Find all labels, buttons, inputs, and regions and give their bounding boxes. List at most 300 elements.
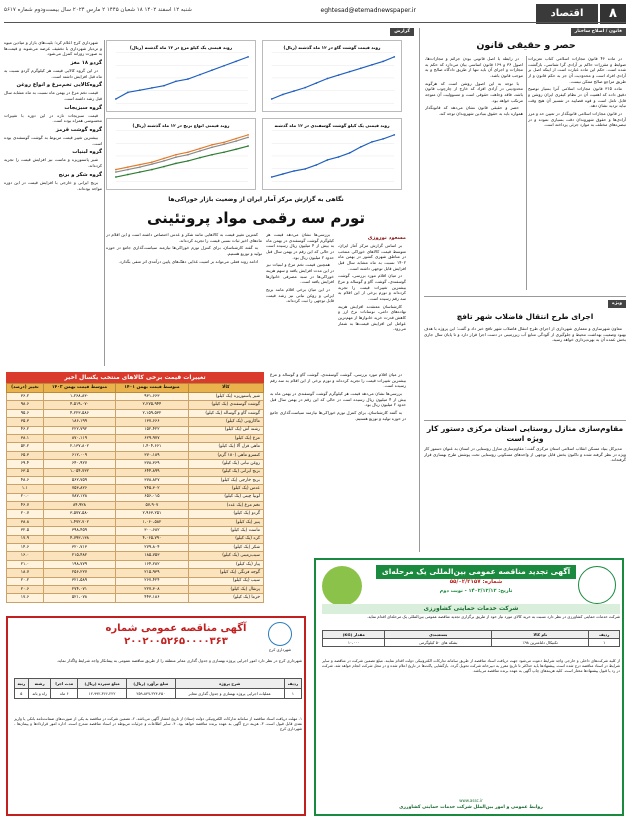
divider <box>424 296 626 297</box>
table-cell: پرتقال (یک کیلو) <box>188 585 263 593</box>
table-cell: ۶۵۶،۰۱۵ <box>116 493 188 501</box>
table-cell: ۷۸۷،۱۲۸ <box>43 493 115 501</box>
table-cell: ۳۷۸،۸۲۷ <box>116 476 188 484</box>
table-cell: عدس (یک کیلو) <box>188 485 263 493</box>
table-row <box>7 594 264 602</box>
data-point <box>151 163 153 165</box>
table-cell: ۵۷،۹۰۷ <box>116 502 188 510</box>
article-headline: حصر و حقیقی قانون <box>476 40 576 51</box>
sidebar-text: بیشترین تغییر قیمت مربوط به گوشت گوسفندی بوده است. <box>4 135 102 146</box>
paragraph: ماده ۳۱۵ قانون مجازات اسلامی آنرا بسیار توضیح دقیق داده که اهمیت آن در نظام کیفری ایران روشن و قابل تامل است و قوه قضاییه در تفسیر آن هیچ وقت نباید تردید نشان دهد. <box>528 86 626 109</box>
table-row <box>7 460 264 468</box>
table-row <box>7 585 264 593</box>
data-point <box>382 138 384 140</box>
data-point <box>282 94 284 96</box>
report-headline: تورم سه رقمی مواد پروتئینی <box>146 209 366 227</box>
sidebar-heading: گروه‌کالایی تخم‌مرغ و انواع روغن <box>16 82 102 89</box>
table-row <box>7 518 264 526</box>
data-point <box>139 89 141 91</box>
section-tag: قانون / اصلاح ساختار <box>571 28 626 36</box>
divider <box>424 420 626 421</box>
table-cell: برنج ایرانی (یک کیلو) <box>188 468 263 476</box>
series-line <box>116 146 248 177</box>
paragraph: کارشناسان معتقدند افزایش هزینه نهاده‌های دامی، نوسانات نرخ ارز و کاهش قدرت خرید خانوارها از مهم‌ترین عوامل این افزایش قیمت‌ها به شمار می‌رود. <box>338 303 406 332</box>
table-row <box>7 560 264 568</box>
table-cell: ۳۲۰،۷۱۳ <box>43 544 115 552</box>
data-point <box>223 141 225 143</box>
paragraph: ادامه روند فعلی می‌تواند بر امنیت غذایی دهک‌های پایین درآمدی اثر منفی بگذارد. <box>118 258 258 264</box>
table-row <box>15 689 302 699</box>
section-email[interactable]: eghtesad@etemadnewspaper.ir <box>320 7 416 14</box>
table-cell: ۴۶.۷ <box>7 502 44 510</box>
issue-date: شنبه ۱۲ اسفند ۱۴۰۲ ۱۸ شعبان ۱۴۴۵ ۲ مارس ۲۰۲۴ سال بیست‌ودوم شماره ۵۶۱۷ <box>4 7 192 13</box>
table-cell: رشته آش (یک کیلو) <box>188 426 263 434</box>
paragraph: در رابطه با اصل قانونی بودن جرائم و مجازات‌ها، اصول ۳۶ و ۱۶۹ قانون اساسی بیان می‌دارد که حکم به مجازات و اجرای آن باید تنها از طریق دادگاه صالح و به موجب قانون باشد. <box>425 56 523 79</box>
data-point <box>304 168 306 170</box>
byline: مسعود نوروزی <box>367 235 406 241</box>
table-row <box>7 535 264 543</box>
data-point <box>187 154 189 156</box>
table-cell: ۴،۲۲۳،۵۸۶ <box>43 409 115 417</box>
data-point <box>360 67 362 69</box>
table-cell: کره (یک کیلو) <box>188 535 263 543</box>
data-point <box>139 166 141 168</box>
table-cell: ۲۲۲،۷۹۲ <box>43 426 115 434</box>
data-point <box>199 157 201 159</box>
table-row <box>7 426 264 434</box>
table-cell: ۵۲.۲ <box>7 443 44 451</box>
table-cell: ۲۷۹،۸۰۴ <box>116 544 188 552</box>
chart-chicken <box>106 40 256 112</box>
data-point <box>211 69 213 71</box>
table-cell: ۳۷۰،۱۸۹ <box>116 451 188 459</box>
data-point <box>315 82 317 84</box>
table-cell: ۳۲۱،۵۸۹ <box>43 577 115 585</box>
table-row <box>7 569 264 577</box>
article-column-1 <box>528 56 626 290</box>
data-point <box>187 160 189 162</box>
ad-table <box>322 630 620 647</box>
paragraph: حصر و حقیقی قانون نشان می‌دهد که قانونگذار همواره باید به حقوق بنیادین شهروندان توجه کند. <box>425 105 523 117</box>
data-point <box>247 56 249 58</box>
table-cell: ۲۱۵،۴۸۲ <box>43 552 115 560</box>
table-header: متوسط قیمت بهمن ۱۴۰۲ <box>43 384 115 393</box>
table-cell: ۶۴۴،۸۹۹ <box>116 468 188 476</box>
table-cell: شکر (یک کیلو) <box>188 544 263 552</box>
table-cell: لوبیا چیتی (یک کیلو) <box>188 493 263 501</box>
chart-title: روند قیمتی یک کیلو مرغ در ۱۲ ماه گذشته (ریال) <box>129 45 233 51</box>
ad-headline: آگهی تجدید مناقصه عمومی بین‌المللی یک مرحله‌ای <box>376 565 576 579</box>
table-cell: ۹۸.۶ <box>7 401 44 409</box>
data-point <box>223 143 225 145</box>
table-cell: ۲۱.۰ <box>7 560 44 568</box>
ad-headline: آگهی مناقصه عمومی شماره <box>105 623 247 634</box>
series-line <box>116 135 248 170</box>
chart-title: روند قیمت گوشت گاو در ۱۲ ماه گذشته (ریال) <box>283 45 381 51</box>
ad-intro: شهرداری کرج در نظر دارد امور اجرایی پروژه بهسازی و جدول گذاری معابر منطقه را از طریق مناقصه عمومی به پیمانکار واجد شرایط واگذار نماید. <box>56 658 302 663</box>
table-cell: ۲۲۷،۳۰۸ <box>116 585 188 593</box>
table-row <box>323 639 620 647</box>
table-header: مدت اجرا <box>51 679 78 689</box>
table-cell: ۵۲۱،۰۷۸ <box>43 594 115 602</box>
table-row <box>7 409 264 417</box>
data-point <box>127 169 129 171</box>
data-point <box>315 164 317 166</box>
table-cell: کنسرو ماهی (۱۸۰ گرم) <box>188 451 263 459</box>
chart-title: روند قیمتی یک کیلو گوشت گوسفندی در ۱۲ ماه گذشته <box>274 123 390 129</box>
chart-rice <box>106 118 256 190</box>
data-point <box>115 171 117 173</box>
table-cell: ۱۳۷،۶۶۶ <box>116 418 188 426</box>
table-cell: ۲۰.۲ <box>7 577 44 585</box>
table-cell: ۲۱۵،۹۳۹ <box>116 569 188 577</box>
table-header: بسته‌بندی <box>385 631 492 639</box>
paragraph: مدیرکل بنیاد مسکن انقلاب اسلامی استان مرکزی گفت: مقاوم‌سازی منازل روستایی در استان به عنوان دستور کار ویژه در نظر گرفته شده و تاکنون بخش قابل توجهی از واحدهای مسکونی روستایی تحت پوشش طرح بهسازی قرار گرفته‌اند. <box>424 446 626 463</box>
table-cell: ۲۵۶،۲۲۷ <box>43 569 115 577</box>
ministry-logo-icon <box>322 566 362 606</box>
table-cell: ۴۴۳،۱۸۶ <box>116 594 188 602</box>
report-column-2 <box>266 232 334 368</box>
data-point <box>327 159 329 161</box>
report-tag: گزارش <box>390 28 414 36</box>
table-cell: ۱،۰۶۰،۵۸۲ <box>116 518 188 526</box>
data-point <box>139 171 141 173</box>
data-point <box>187 78 189 80</box>
data-point <box>247 145 249 147</box>
table-header: رتبه <box>15 679 29 689</box>
table-header: تغییر (درصد) <box>7 384 44 393</box>
sidebar-heading: گروه سبزیجات <box>64 104 102 111</box>
price-table-title: تغییرات قیمت برخی کالاهای منتخب یکسال اخیر <box>6 372 264 383</box>
data-point <box>139 164 141 166</box>
report-column-3 <box>106 232 262 368</box>
data-point <box>360 146 362 148</box>
chart-chicken-svg <box>107 41 255 111</box>
table-cell: گوشت گوسفندی (یک کیلو) <box>188 401 263 409</box>
table-cell: ۲۷۴،۰۷۱ <box>43 585 115 593</box>
news1-title: اجرای طرح انتقال فاضلاب شهر تافچ <box>456 312 594 321</box>
table-header: مقدار (KG) <box>323 631 385 639</box>
sidebar-text: برنج ایرانی و خارجی با افزایش قیمت در این دوره مواجه بوده‌اند. <box>4 179 102 191</box>
data-point <box>293 170 295 172</box>
data-point <box>247 136 249 138</box>
table-cell: ۳۸.۸ <box>7 518 44 526</box>
sidebar-heading: گروه شکر و برنج <box>58 171 102 178</box>
table-cell: ۴۶.۲ <box>7 426 44 434</box>
table-cell: برنج خارجی (یک کیلو) <box>188 476 263 484</box>
table-cell: ۲،۱۳۷،۸۰۲ <box>43 443 115 451</box>
data-point <box>199 74 201 76</box>
data-point <box>223 65 225 67</box>
data-point <box>235 140 237 142</box>
ad-table <box>14 678 302 699</box>
tender-date: تاریخ: ۱۴۰۲/۱۲/۱۲ - نوبت دوم <box>439 588 513 594</box>
series-line <box>116 137 248 172</box>
news1-body <box>424 326 626 418</box>
ad-notes: ۱- مهلت دریافت اسناد مناقصه از سامانه تدارکات الکترونیکی دولت (ستاد) از تاریخ انتشار آگهی می‌باشد. ۲- تضمین شرکت در مناقصه به یکی از صورت‌های ضمانت‌نامه بانکی یا واریز نقدی قابل قبول است. ۳- هزینه درج آگهی به عهده برنده مناقصه خواهد بود. ۴- سایر اطلاعات و جزئیات مربوطه در اسناد مناقصه مندرج است. اداره امور قراردادها و پیمان‌ها - شهرداری کرج <box>14 716 302 732</box>
data-point <box>115 176 117 178</box>
sidebar-heading: گروه گوشت قرمز <box>55 127 102 134</box>
table-cell: ۱۴.۶ <box>7 544 44 552</box>
tender-number: شماره: ۵۵/۰۲/۲۱۵۷ <box>449 579 503 585</box>
paragraph: به گفته کارشناسان، برای کنترل تورم خوراکی‌ها نیازمند سیاست‌گذاری جامع در حوزه تولید و توزیع هستیم. <box>270 410 406 421</box>
table-cell: ۲۵۹،۸۴۷،۳۲۴،۴۵۰ <box>127 689 176 699</box>
table-cell: خرما (یک کیلو) <box>188 594 263 602</box>
table-cell: بشکه های ۵۰ کیلوگرمی <box>385 639 492 647</box>
news2-body <box>424 446 626 550</box>
logo-text: شهرداری کرج <box>268 647 292 652</box>
data-point <box>382 61 384 63</box>
sidebar-text: شیر پاستوریزه و ماست نیز افزایش قیمت را تجربه کرده‌اند. <box>4 157 102 169</box>
table-cell: ۱۸۵،۷۵۳ <box>116 552 188 560</box>
data-point <box>211 144 213 146</box>
chart-beef <box>262 40 402 112</box>
data-point <box>199 150 201 152</box>
table-header: ردیف <box>589 631 620 639</box>
table-cell: ۱،۴۰۴،۶۶۱ <box>116 443 188 451</box>
table-cell: ۴،۵۱۹،۰۷۰ <box>43 401 115 409</box>
data-point <box>175 156 177 158</box>
data-point <box>199 148 201 150</box>
table-cell: ۱۲،۹۹۲،۳۶۶،۲۲۲ <box>78 689 127 699</box>
table-cell: ۴،۰۶۵،۷۹۰ <box>116 535 188 543</box>
tender-ad-karaj <box>6 616 306 816</box>
sidebar-text: قیمت سبزیجات تازه در این دوره با تغییرات محسوسی همراه بوده است. <box>4 112 102 124</box>
data-point <box>163 158 165 160</box>
table-cell: پنیر (یک کیلو) <box>188 518 263 526</box>
table-cell: ۱،۴۷۲،۷۰۲ <box>43 518 115 526</box>
table-row <box>7 401 264 409</box>
data-point <box>271 98 273 100</box>
table-cell: ۱۷.۶ <box>7 594 44 602</box>
table-cell: ۳۵.۳ <box>7 418 44 426</box>
data-point <box>115 169 117 171</box>
table-header: نام کالا <box>491 631 589 639</box>
section-title: اقتصاد <box>536 4 598 24</box>
table-cell: ۶۴۰،۹۲۷ <box>43 460 115 468</box>
table-cell: ۶۲۹،۹۷۷ <box>116 434 188 442</box>
data-point <box>127 166 129 168</box>
page-number: ۸ <box>600 4 626 24</box>
sidebar-heading: گردو ۱۸ مغز <box>70 60 102 67</box>
table-cell: ۸۴،۹۲۸ <box>43 502 115 510</box>
table-row <box>7 393 264 401</box>
data-point <box>175 163 177 165</box>
paragraph: به گفته کارشناسان، برای کنترل تورم خوراکی‌ها نیازمند سیاست‌گذاری جامع در حوزه تولید و توزیع هستیم. <box>106 245 262 257</box>
table-cell: شیر پاستوریزه (یک کیلو) <box>188 393 263 401</box>
table-cell: تخم مرغ (یک عدد) <box>188 502 263 510</box>
data-point <box>349 152 351 154</box>
table-cell: ۲،۱۵۹،۵۳۲ <box>116 409 188 417</box>
chart-lamb-svg <box>263 119 401 189</box>
ad-intro: شرکت خدمات حمایتی کشاورزی در نظر دارد نسبت به خرید کالای مورد نیاز خود از طریق برگزاری تجدید مناقصه عمومی بین‌المللی یک مرحله‌ای اقدام نماید. <box>367 614 620 619</box>
table-cell: ۶۱۲،۰۰۹ <box>43 451 115 459</box>
data-point <box>235 148 237 150</box>
data-point <box>271 176 273 178</box>
data-point <box>175 154 177 156</box>
tender-ad-agri <box>314 558 624 816</box>
data-point <box>327 78 329 80</box>
data-point <box>115 98 117 100</box>
table-cell: ۶۳.۵ <box>7 468 44 476</box>
data-point <box>338 74 340 76</box>
section-divider <box>419 28 420 552</box>
table-row <box>7 527 264 535</box>
table-cell: ۶۹.۴ <box>7 460 44 468</box>
table-cell: ۷۵۳،۸۲۶ <box>43 485 115 493</box>
ad-notes: از کلیه شرکت‌های داخلی و خارجی واجد شرایط دعوت می‌شود جهت دریافت اسناد مناقصه از طریق سامانه تدارکات الکترونیکی دولت اقدام نمایند. مبلغ تضمین شرکت در مناقصه و سایر شرایط در اسناد مناقصه درج شده است. پیشنهادها باید حداکثر تا تاریخ مقرر به دبیرخانه شرکت تحویل گردد. بازگشایی پاکت‌ها در تاریخ اعلام شده و در محل شرکت انجام خواهد شد. شرکت در رد یا قبول پیشنهادها مختار است. کلیه هزینه‌های چاپ آگهی به عهده برنده مناقصه می‌باشد. <box>322 658 620 674</box>
data-point <box>163 85 165 87</box>
data-point <box>349 71 351 73</box>
company-logo-icon <box>578 566 616 604</box>
table-header: رشته <box>28 679 51 689</box>
column-divider <box>104 40 105 366</box>
table-cell: ۲۰.۶ <box>7 585 44 593</box>
data-point <box>151 87 153 89</box>
table-row <box>7 552 264 560</box>
report-kicker: نگاهی به گزارش مرکز آمار ایران از وضعیت بازار خوراکی‌ها <box>168 196 344 203</box>
table-cell: پیاز (یک کیلو) <box>188 560 263 568</box>
table-cell: ۱۶۴،۲۸۲ <box>116 560 188 568</box>
table-cell: ۴،۷۹۳،۱۳۸ <box>43 535 115 543</box>
table-row <box>7 502 264 510</box>
table-cell: ۱،۲۶۸،۸۳۰ <box>43 393 115 401</box>
table-header: کالا <box>188 384 263 393</box>
ad-footer: روابط عمومی و امور بین‌الملل شرکت خدمات حمایتی کشاورزی <box>399 804 543 810</box>
table-cell: ۱۶.۰ <box>7 552 44 560</box>
table-header: ردیف <box>284 679 301 689</box>
data-point <box>151 161 153 163</box>
ad-number: ۲۰۰۲۰۰۵۲۶۵۰۰۰۰۳۶۳ <box>124 636 228 647</box>
sidebar-heading: گروه لبنیات <box>72 149 102 156</box>
table-cell: ۹۵.۶ <box>7 409 44 417</box>
chart-rice-svg <box>107 119 255 189</box>
paragraph: در میان اقلام مورد بررسی، گوشت گوسفندی، گوشت گاو و گوساله و مرغ بیشترین تغییرات قیمت را تجربه کرده‌اند و تورم برخی از این اقلام به سه رقم رسیده است. <box>270 372 406 389</box>
data-point <box>338 156 340 158</box>
table-row <box>7 451 264 459</box>
paragraph: معاون شهرسازی و معماری شهرداری از اجرای طرح انتقال فاضلاب شهر تافچ خبر داد و گفت: این پروژه با هدف بهبود وضعیت بهداشت محیط و جلوگیری از آلودگی منابع آب زیرزمینی در دست اجرا قرار دارد و تا پایان سال جاری بخش عمده آن به بهره‌برداری خواهد رسید. <box>424 326 626 343</box>
paragraph: با توجه به این اصول روشن است که هرگونه محدودیتی در آزادی افراد که خارج از چارچوب قانون باشد، فاقد وجاهت حقوقی است و مسوولیت آن متوجه مرتکب خواهد بود. <box>425 80 523 103</box>
ad-website[interactable]: www.assc.ir <box>459 797 483 803</box>
sidebar <box>4 40 102 366</box>
masthead <box>4 4 626 24</box>
data-point <box>187 151 189 153</box>
table-cell: ۱ <box>589 639 620 647</box>
data-point <box>371 64 373 66</box>
table-cell: ۲،۲۷۵،۹۴۴ <box>116 401 188 409</box>
table-cell: ۱،۰۵۴،۷۳۲ <box>43 468 115 476</box>
table-cell: عملیات اجرایی پروژه بهسازی و جدول گذاری معابر <box>175 689 284 699</box>
data-point <box>223 151 225 153</box>
data-point <box>127 174 129 176</box>
table-cell: گوشت گاو و گوساله (یک کیلو) <box>188 409 263 417</box>
sidebar-text: در این گروه کالایی قیمت هر کیلوگرم گردو نسبت به ماه قبل افزایش داشته است. <box>4 68 102 79</box>
sidebar-intro: شهرداری کرج اعلام کرد؛ بلیت‌های بازار و میادین میوه و تره‌بار شهرداری با تخفیف عرضه می‌شوند و قیمت‌ها به صورت روزانه کنترل می‌شود. <box>4 40 102 57</box>
table-cell: ۲۶۷،۴۲۴ <box>116 577 188 585</box>
table-cell: ۳۹۸،۴۵۹ <box>43 527 115 535</box>
paragraph: در میان اقلام مورد بررسی، گوشت گوسفندی، گوشت گاو و گوساله و مرغ بیشترین تغییرات قیمت را تجربه کرده‌اند و تورم برخی از این اقلام به سه رقم رسیده است. <box>338 273 406 302</box>
data-point <box>211 146 213 148</box>
data-point <box>371 141 373 143</box>
paragraph: کمترین تغییر قیمت به کالاهایی مانند شکر و عدس اختصاص داشته است و این اقلام در ماه‌های اخیر ثبات نسبی قیمت را تجربه کرده‌اند. <box>106 232 262 243</box>
table-cell: ۱۵۲،۴۲۲ <box>116 426 188 434</box>
data-point <box>211 154 213 156</box>
table-cell: روغن نباتی (یک کیلو) <box>188 460 263 468</box>
chart-beef-svg <box>263 41 401 111</box>
table-cell: ماکارونی (یک کیلو) <box>188 418 263 426</box>
table-cell: ۸۷۰،۱۱۹ <box>43 434 115 442</box>
table-cell: ۲۰.۰ <box>7 493 44 501</box>
news2-title: مقاوم‌سازی منازل روستایی استان مرکزی دستور کار ویژه است <box>426 424 624 444</box>
table-cell: ۹۳۱،۶۶۳ <box>116 393 188 401</box>
table-cell: ۵۶۲،۷۵۹ <box>43 476 115 484</box>
table-header: متوسط قیمت بهمن ۱۴۰۱ <box>116 384 188 393</box>
table-row <box>7 476 264 484</box>
data-point <box>235 60 237 62</box>
table-cell: ۱۹۸،۷۷۹ <box>43 560 115 568</box>
data-point <box>293 90 295 92</box>
table-cell: ماست (یک کیلو) <box>188 527 263 535</box>
table-cell: سیب‌زمینی (یک کیلو) <box>188 552 263 560</box>
table-row <box>7 443 264 451</box>
table-cell: ماهی قزل آلا (یک کیلو) <box>188 443 263 451</box>
table-cell: سیب (یک کیلو) <box>188 577 263 585</box>
table-cell: ۲،۹۶۳،۲۵۱ <box>116 510 188 518</box>
table-cell: تکنیکال دلتامترین ۹۸٪ <box>491 639 589 647</box>
chart-title: روند قیمتی انواع برنج در ۱۲ ماه گذشته (ریال) <box>132 123 230 129</box>
sidebar-text: قیمت تخم مرغ در بهمن ماه نسبت به ماه مشابه سال قبل رشد داشته است. <box>4 90 102 102</box>
data-point <box>393 56 395 58</box>
table-cell: ۱ <box>284 689 301 699</box>
paragraph: بررسی‌ها نشان می‌دهد قیمت هر کیلوگرم گوشت گوسفندی در بهمن ماه به بیش از ۴ میلیون ریال رسیده است در حالی که این رقم در بهمن سال قبل حدود ۲ میلیون ریال بود. <box>270 391 406 408</box>
data-point <box>163 166 165 168</box>
paragraph: بر اساس گزارش مرکز آمار ایران، متوسط قیمت کالاهای خوراکی منتخب در مناطق شهری کشور در بهمن ماه ۱۴۰۲ نسبت به ماه مشابه سال قبل افزایش قابل توجهی داشته است. <box>338 243 406 271</box>
table-row <box>7 577 264 585</box>
data-point <box>235 138 237 140</box>
table-row <box>7 485 264 493</box>
price-table <box>6 383 264 603</box>
table-header: مبلغ برآورد (ریال) <box>127 679 176 689</box>
table-row <box>7 418 264 426</box>
table-cell: ۳۰۰،۶۸۲ <box>116 527 188 535</box>
table-header: مبلغ سپرده (ریال) <box>78 679 127 689</box>
data-point <box>151 169 153 171</box>
table-cell: ۱۰،۰۰۰ <box>323 639 385 647</box>
paragraph: همچنین قیمت تخم مرغ و لبنیات نیز در این مدت افزایش یافته و سهم هزینه خوراکی‌ها در سبد مصرفی خانوارها افزایش یافته است. <box>266 262 334 285</box>
report-continued <box>270 372 406 552</box>
data-point <box>163 160 165 162</box>
table-cell: ۶ ماه <box>51 689 78 699</box>
chart-lamb <box>262 118 402 190</box>
table-row <box>7 493 264 501</box>
table-cell: ۳۲.۵ <box>7 527 44 535</box>
table-header: شرح پروژه <box>175 679 284 689</box>
table-cell: ۳۸.۱ <box>7 434 44 442</box>
table-cell: ۱۸۶،۱۹۹ <box>43 418 115 426</box>
table-cell: ۷۴۵،۳۰۲ <box>116 485 188 493</box>
news-tag: ویژه <box>608 300 626 308</box>
column-divider <box>526 56 527 290</box>
paragraph: بررسی‌ها نشان می‌دهد قیمت هر کیلوگرم گوشت گوسفندی در بهمن ماه به بیش از ۴ میلیون ریال رسیده است در حالی که این رقم در بهمن سال قبل حدود ۲ میلیون ریال بود. <box>266 232 334 260</box>
table-cell: ۵ <box>15 689 29 699</box>
table-cell: ۴۸.۶ <box>7 476 44 484</box>
paragraph: در ماده ۴۶ قانون مجازات اسلامی کتاب تعزیرات ضوابط و مقررات حاکم بر آزادی گرا شناسی، بازگشت شده است. حکم این ماده عبارت است از اینکه اصل بر آزادی افراد است و محدودیت آن جز به حکم قانون و از طریق مراجع صالح ممکن نیست. <box>528 56 626 84</box>
header-divider <box>4 22 626 23</box>
data-point <box>127 91 129 93</box>
company-name: شرکت خدمات حمایتی کشاورزی <box>322 604 620 614</box>
table-cell: راه و باند <box>28 689 51 699</box>
table-cell: ۶۵.۳ <box>7 451 44 459</box>
